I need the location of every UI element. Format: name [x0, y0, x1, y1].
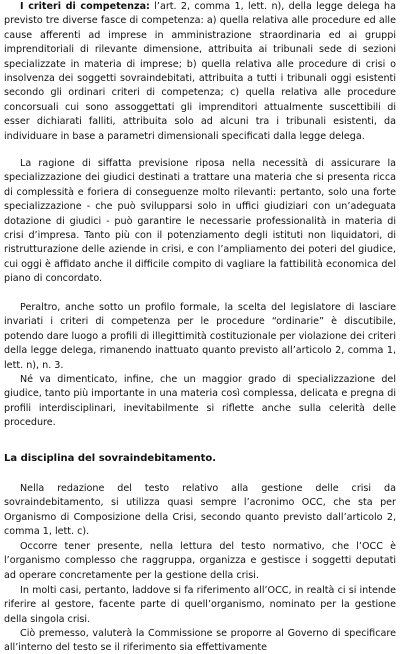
section-heading: La disciplina del sovraindebitamento.: [4, 453, 217, 464]
paragraph-formal-profile: Peraltro, anche sotto un profilo formale, la scelta del legislatore di lasciare invariati i criteri di competenza per le procedure “ordinarie” è discutibile, potendo dare luogo a profili di illegittimità costituzionale per violazione dei criteri della legge delega, rimanendo inattuato quanto previsto all’articolo 2, comma 1, lett. n), n. 3.: [4, 302, 396, 371]
paragraph-specialization-reason: La ragione di siffatta previsione riposa nella necessità di assicurare la specializzazione dei giudici destinati a trattare una materia che si presenta ricca di complessità e foriera di conseguenze molto rilevanti: pertanto, solo una forte specializzazione - che può svilupparsi solo in uffici giudiziari con un’adeguata dotazione di giudici - può garantire le necessarie professionalità in materia di crisi d’impresa. Tanto più con il potenziamento degli istituti non liquidatori, di ristrutturazione delle aziende in crisi, e con l’ampliamento dei poteri del giudice, cui oggi è affidato anche il difficile compito di vagliare la fattibilità economica del piano di concordato.: [4, 158, 396, 285]
paragraph-occ-acronym: Nella redazione del testo relativo alla gestione delle crisi da sovraindebitamento, si utilizza quasi sempre l’acronimo OCC, che sta per Organismo di Composizione della Crisi, secondo quanto previsto dall’articolo 2, comma 1, lett. c).: [4, 483, 396, 538]
paragraph-commission-proposal: Ciò premesso, valuterà la Commissione se proporre al Governo di specificare all’interno del testo se il riferimento sia effettivamente: [4, 628, 396, 654]
paragraph-gestore-reference: In molti casi, pertanto, laddove si fa riferimento all’OCC, in realtà ci si intende riferire al gestore, facente parte di quell’organismo, nominato per la gestione della singola crisi.: [4, 585, 396, 625]
paragraph-celerity: Né va dimenticato, infine, che un maggior grado di specializzazione del giudice, tanto più importante in una materia così complessa, delicata e pregna di profili interdisciplinari, inevitabilmente si riflette anche sulla celerità delle procedure.: [4, 374, 396, 429]
paragraph-competence-criteria: [4, 0, 396, 144]
paragraph-occ-definition: Occorre tener presente, nella lettura del testo normativo, che l’OCC è l’organismo complesso che raggruppa, organizza e gestisce i soggetti deputati ad operare concretamente per la gestione della crisi.: [4, 541, 396, 581]
paragraph-lead: I criteri di competenza:: [20, 1, 150, 12]
paragraph-text: l’art. 2, comma 1, lett. n), della legge delega ha previsto tre diverse fasce di competenza: a) quella relativa alle procedure ed alle cause afferenti ad imprese in amministrazione straordinaria ed ai gruppi imprenditoriali di rilevante dimensione, attribuita ai tribunali sede di sezioni specializzate in materia di imprese; b) quella relativa alle procedure di crisi o insolvenza dei soggetti sovraindebitati, attribuita a tutti i tribunali oggi esistenti secondo gli ordinari criteri di competenza; c) quella relativa alle procedure concorsuali cui sono assoggettati gli imprenditori attualmente suscettibili di esser dichiarati falliti, attribuita solo ad alcuni tra i tribunali esistenti, da individuare in base a parametri dimensionali specificati dalla legge delega.: [4, 1, 396, 142]
